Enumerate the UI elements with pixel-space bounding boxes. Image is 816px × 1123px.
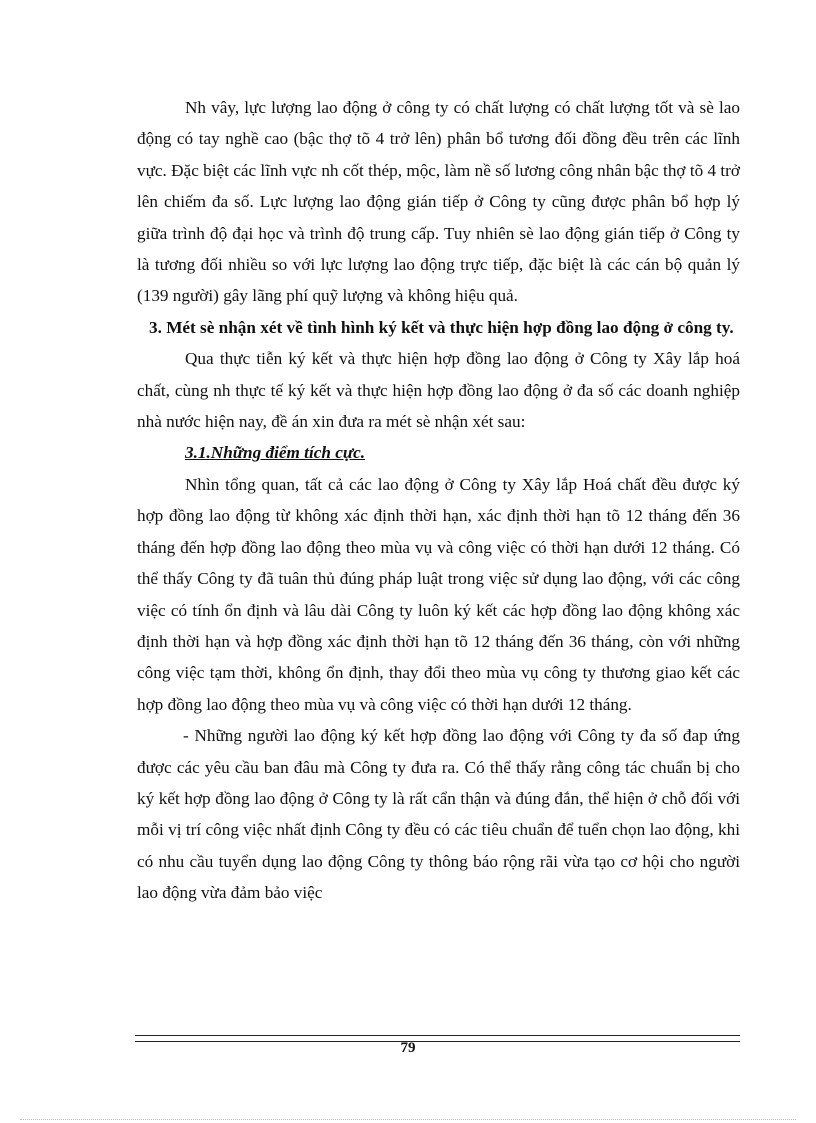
document-body — [137, 92, 740, 909]
paragraph-overview: Nhìn tổng quan, tất cả các lao động ở Công ty Xây lắp Hoá chất đều được ký hợp đồng lao động từ không xác định thời hạn, xác định thời hạn tõ 12 tháng đến 36 tháng đến hợp đồng lao động theo mùa vụ và công việc có thời hạn dưới 12 tháng. Có thể thấy Công ty đã tuân thủ đúng pháp luật trong việc sử dụng lao động, với các công việc có tính ổn định và lâu dài Công ty luôn ký kết các hợp đồng lao động không xác định thời hạn và hợp đồng xác định thời hạn tõ 12 tháng đến 36 tháng, còn với những công việc tạm thời, không ổn định, thay đổi theo mùa vụ công ty thương giao kết các hợp đồng lao động theo mùa vụ và công việc có thời hạn dưới 12 tháng. — [137, 474, 740, 714]
page-number: 79 — [400, 1040, 416, 1056]
paragraph-intro-remarks: Qua thực tiễn ký kết và thực hiện hợp đồng lao động ở Công ty Xây lắp hoá chất, cùng nh thực tế ký kết và thực hiện hợp đồng lao động ở đa số các doanh nghiệp nhà nước hiện nay, đề án xin đưa ra mét sè nhận xét sau: — [137, 349, 740, 432]
paragraph-worker-requirements: - Những người lao động ký kết hợp đồng lao động với Công ty đa số đap ứng được các yêu cầu ban đâu mà Công ty đưa ra. Có thể thấy rằng công tác chuẩn bị cho ký kết hợp đồng lao động ở Công ty là rất cẩn thận và đúng đắn, thể hiện ở chỗ đối với mỗi vị trí công việc nhất định Công ty đều có các tiêu chuẩn để tuển chọn lao động, khi có nhu cầu tuyển dụng lao động Công ty thông báo rộng rãi vừa tạo cơ hội cho người lao động vừa đảm bảo việc — [137, 726, 740, 903]
paragraph-labor-quality: Nh vây, lực lượng lao động ở công ty có chất lượng có chất lượng tốt và sè lao động có tay nghề cao (bậc thợ tõ 4 trở lên) phân bổ tương đối đồng đều trên các lĩnh vực. Đặc biệt các lĩnh vực nh cốt thép, mộc, làm nề số lương công nhân bậc thợ tõ 4 trở lên chiếm đa số. Lực lượng lao động gián tiếp ở Công ty cũng được phân bổ hợp lý giữa trình độ đại học và trình độ trung cấp. Tuy nhiên sè lao động gián tiếp ở Công ty là tương đối nhiều so với lực lượng lao động trực tiếp, đặc biệt là các cán bộ quản lý (139 người) gây lãng phí quỹ lượng và không hiệu quả. — [137, 98, 740, 306]
subheading-3-1: 3.1.Những điểm tích cực. — [185, 443, 366, 463]
section-heading-3: 3. Mét sè nhận xét về tình hình ký kết và thực hiện hợp đồng lao động ở công ty. — [149, 317, 734, 337]
page-bottom-dotted-line — [20, 1119, 796, 1120]
